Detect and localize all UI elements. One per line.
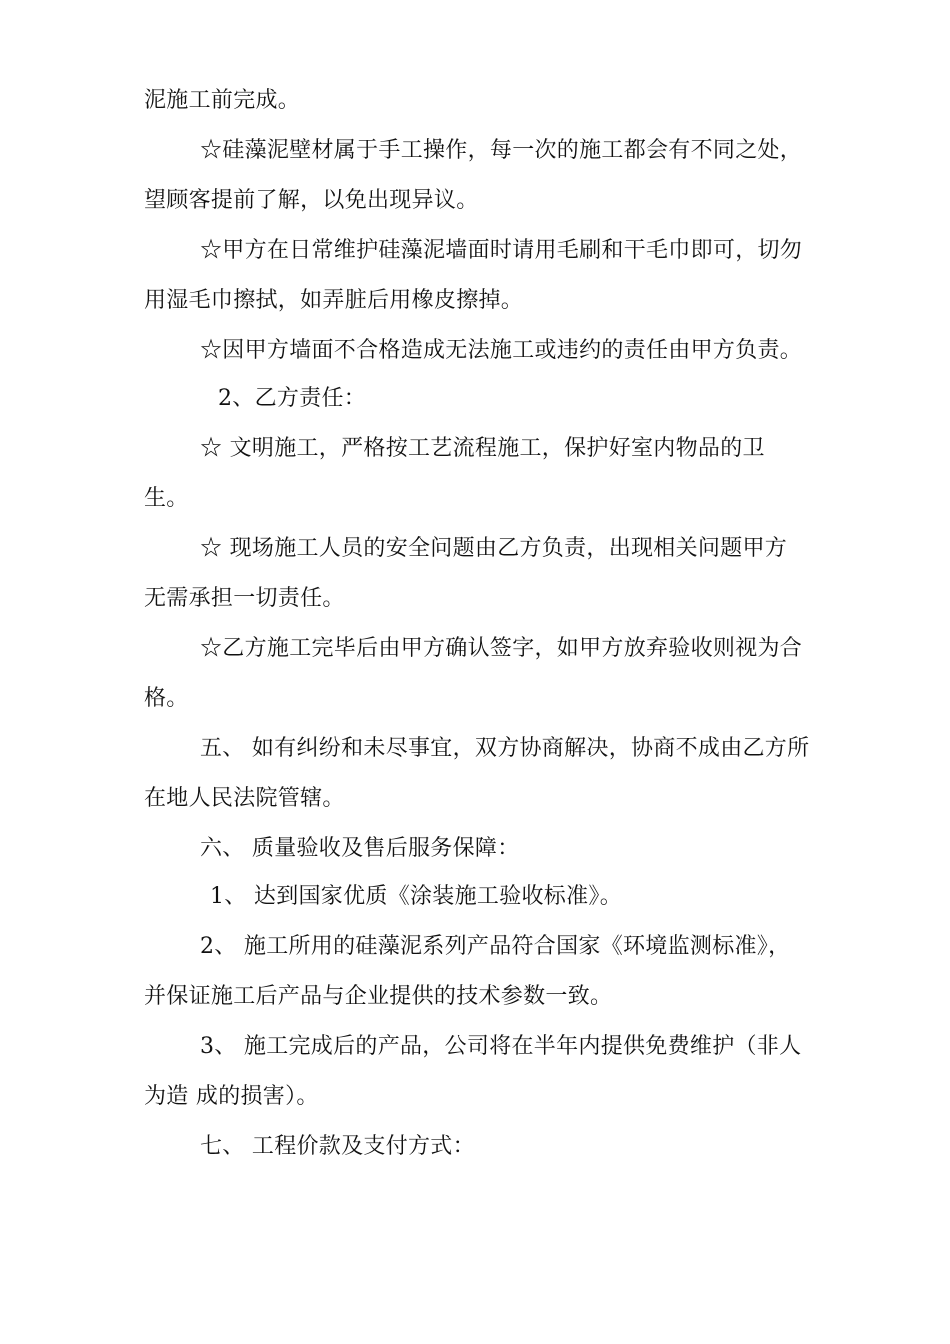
paragraph-line: 为造 成的损害）。 <box>144 1084 319 1109</box>
paragraph-line: 望顾客提前了解，以免出现异议。 <box>144 188 479 213</box>
paragraph-line: 用湿毛巾擦拭，如弄脏后用橡皮擦掉。 <box>144 288 524 313</box>
paragraph-line: 泥施工前完成。 <box>144 88 301 113</box>
paragraph-line: ☆因甲方墙面不合格造成无法施工或违约的责任由甲方负责。 <box>200 338 803 363</box>
paragraph-line: 并保证施工后产品与企业提供的技术参数一致。 <box>144 984 613 1009</box>
paragraph-line: 格。 <box>144 686 189 711</box>
list-item: 3、 施工完成后的产品，公司将在半年内提供免费维护（非人 <box>200 1034 802 1059</box>
list-item: 2、 施工所用的硅藻泥系列产品符合国家《环境监测标准》， <box>200 934 791 959</box>
paragraph-line: 五、 如有纠纷和未尽事宜，双方协商解决，协商不成由乙方所 <box>200 736 810 761</box>
section-heading: 七、 工程价款及支付方式： <box>200 1134 475 1159</box>
paragraph-line: 无需承担一切责任。 <box>144 586 345 611</box>
paragraph-line: ☆甲方在日常维护硅藻泥墙面时请用毛刷和干毛巾即可，切勿 <box>200 238 803 263</box>
paragraph-line: 生。 <box>144 486 189 511</box>
paragraph-line: ☆乙方施工完毕后由甲方确认签字，如甲方放弃验收则视为合 <box>200 636 803 661</box>
paragraph-line: ☆ 现场施工人员的安全问题由乙方负责，出现相关问题甲方 <box>200 536 788 561</box>
list-item: 1、 达到国家优质《涂装施工验收标准》。 <box>210 884 622 909</box>
paragraph-line: 在地人民法院管辖。 <box>144 786 345 811</box>
paragraph-line: ☆硅藻泥壁材属于手工操作，每一次的施工都会有不同之处， <box>200 138 803 163</box>
section-heading: 六、 质量验收及售后服务保障： <box>200 836 520 861</box>
section-heading: 2、乙方责任： <box>218 386 367 411</box>
paragraph-line: ☆ 文明施工，严格按工艺流程施工，保护好室内物品的卫 <box>200 436 765 461</box>
